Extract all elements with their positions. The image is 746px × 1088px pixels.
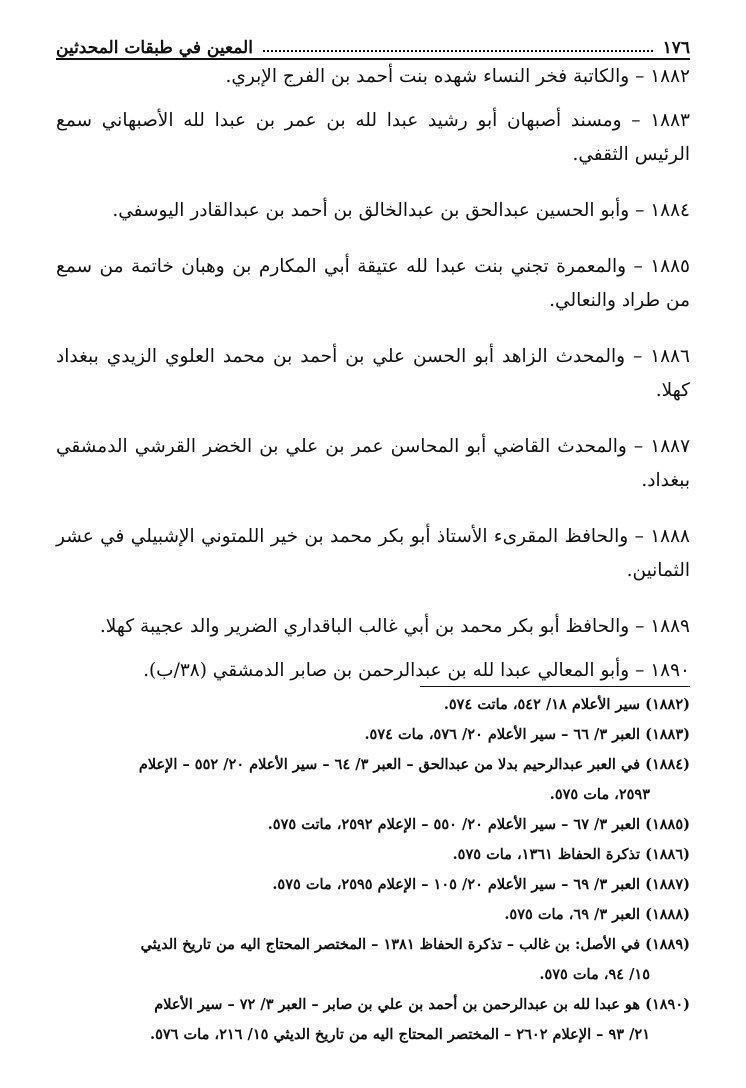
footnote-separator	[420, 686, 690, 687]
footnote-1890	[56, 990, 690, 1050]
footnote-1883	[56, 720, 690, 750]
footnote-text: تذكرة الحفاظ ١٣٦١، مات ٥٧٥.	[452, 846, 641, 863]
entry-number: ١٨٨٣	[650, 110, 690, 131]
footnote-1884	[56, 750, 690, 810]
entry-number: ١٨٨٨	[650, 526, 690, 547]
footnote-continuation: ١٥/ ٩٤، مات ٥٧٥.	[539, 966, 650, 983]
footnote-continuation: ٢٥٩٣، مات ٥٧٥.	[549, 786, 650, 803]
running-header	[56, 32, 690, 60]
footnote-1882	[56, 690, 690, 720]
entry-1882: ١٨٨٢ – والكاتبة فخر النساء شهده بنت أحمد بن الفرج الإبري.	[225, 66, 690, 87]
entry-number: ١٨٩٠	[650, 660, 690, 681]
footnote-text: العبر ٣/ ٦٩ – سير الأعلام ٢٠/ ١٠٥ – الإعلام ٢٥٩٥، مات ٥٧٥.	[272, 876, 641, 893]
footnote-text: في الأصل: بن غالب – تذكرة الحفاظ ١٣٨١ – المختصر المحتاج اليه من تاريخ الديثي	[140, 936, 641, 953]
footnote-number: (١٨٨٤)	[645, 756, 690, 773]
footnote-number: (١٨٨٨)	[645, 906, 690, 923]
footnote-1888	[56, 900, 690, 930]
entry-number: ١٨٨٢	[650, 66, 690, 87]
footnote-number: (١٨٨٣)	[645, 726, 690, 743]
entry-number: ١٨٨٧	[650, 436, 691, 457]
book-title: المعين في طبقات المحدثين	[56, 38, 253, 58]
entry-1885: ١٨٨٥ – والمعمرة تجني بنت عبدا لله عتيقة أبي المكارم بن وهبان خاتمة من سمع من طراد والنعالي.	[56, 256, 690, 311]
entry-1889: ١٨٨٩ – والحافظ أبو بكر محمد بن أبي غالب الباقداري الضرير والد عجيبة كهلا.	[99, 616, 690, 637]
entry-1890: ١٨٩٠ – وأبو المعالي عبدا لله بن عبدالرحمن بن صابر الدمشقي (٣٨/ب).	[143, 660, 690, 681]
entry-text: ومسند أصبهان أبو رشيد عبدا لله بن عمر بن عبدا لله الأصبهاني سمع الرئيس الثقفي.	[56, 110, 690, 165]
footnote-number: (١٨٨٦)	[645, 846, 690, 863]
footnote-number: (١٨٨٢)	[645, 696, 690, 713]
footnote-continuation: ٢١/ ٩٣ – الإعلام ٢٦٠٢ – المختصر المحتاج اليه من تاريخ الديثي ١٥/ ٢١٦، مات ٥٧٦.	[150, 1026, 650, 1043]
footnote-text: العبر ٣/ ٦٩، مات ٥٧٥.	[504, 906, 641, 923]
entry-number: ١٨٨٦	[650, 346, 690, 367]
footnote-number: (١٨٨٩)	[645, 936, 690, 953]
footnote-text: هو عبدا لله بن عبدالرحمن بن أحمد بن علي بن صابر – العبر ٣/ ٧٢ – سير الأعلام	[154, 996, 641, 1013]
entry-1887: ١٨٨٧ – والمحدث القاضي أبو المحاسن عمر بن علي بن الخضر القرشي الدمشقي ببغداد.	[56, 436, 691, 491]
entry-text: والمحدث الزاهد أبو الحسن علي بن أحمد بن محمد العلوي الزيدي ببغداد كهلا.	[56, 346, 690, 401]
entry-number: ١٨٨٥	[650, 256, 690, 277]
entry-1884: ١٨٨٤ – وأبو الحسين عبدالحق بن عبدالخالق بن أحمد بن عبدالقادر اليوسفي.	[112, 200, 690, 221]
entry-1888: ١٨٨٨ – والحافظ المقرىء الأستاذ أبو بكر محمد بن خير اللمتوني الإشبيلي في عشر الثمانين.	[56, 526, 690, 581]
footnote-number: (١٨٩٠)	[645, 996, 690, 1013]
footnote-1887	[56, 870, 690, 900]
header-dot-leader	[263, 50, 653, 52]
entry-text: والمحدث القاضي أبو المحاسن عمر بن علي بن الخضر القرشي الدمشقي ببغداد.	[56, 436, 690, 491]
entry-text: والحافظ المقرىء الأستاذ أبو بكر محمد بن خير اللمتوني الإشبيلي في عشر الثمانين.	[56, 526, 690, 581]
footnote-text: العبر ٣/ ٦٧ – سير الأعلام ٢٠/ ٥٥٠ – الإعلام ٢٥٩٢، ماتت ٥٧٥.	[267, 816, 641, 833]
entry-text: وأبو الحسين عبدالحق بن عبدالخالق بن أحمد بن عبدالقادر اليوسفي.	[112, 200, 630, 221]
footnote-text: العبر ٣/ ٦٦ – سير الأعلام ٢٠/ ٥٧٦، مات ٥٧٤.	[364, 726, 641, 743]
entry-number: ١٨٨٤	[650, 200, 690, 221]
footnote-1889	[56, 930, 690, 990]
footnote-number: (١٨٨٧)	[645, 876, 690, 893]
footnotes	[56, 690, 690, 1050]
entry-text: وأبو المعالي عبدا لله بن عبدالرحمن بن صابر الدمشقي (٣٨/ب).	[143, 660, 630, 681]
entry-1886: ١٨٨٦ – والمحدث الزاهد أبو الحسن علي بن أحمد بن محمد العلوي الزيدي ببغداد كهلا.	[56, 346, 690, 401]
main-text	[56, 60, 690, 688]
page-number: ١٧٦	[662, 38, 690, 58]
footnote-text: في العبر عبدالرحيم بدلا من عبدالحق – العبر ٣/ ٦٤ – سير الأعلام ٢٠/ ٥٥٢ – الإعلام	[138, 756, 641, 773]
footnote-1885	[56, 810, 690, 840]
footnote-1886	[56, 840, 690, 870]
entry-text: والحافظ أبو بكر محمد بن أبي غالب الباقداري الضرير والد عجيبة كهلا.	[99, 616, 630, 637]
footnote-text: سير الأعلام ١٨/ ٥٤٢، ماتت ٥٧٤.	[443, 696, 641, 713]
entry-1883: ١٨٨٣ – ومسند أصبهان أبو رشيد عبدا لله بن عمر بن عبدا لله الأصبهاني سمع الرئيس الثقفي.	[56, 110, 690, 165]
entry-text: والكاتبة فخر النساء شهده بنت أحمد بن الفرج الإبري.	[225, 66, 630, 87]
entry-number: ١٨٨٩	[650, 616, 690, 637]
entry-text: والمعمرة تجني بنت عبدا لله عتيقة أبي المكارم بن وهبان خاتمة من سمع من طراد والنعالي.	[56, 256, 690, 311]
footnote-number: (١٨٨٥)	[645, 816, 690, 833]
